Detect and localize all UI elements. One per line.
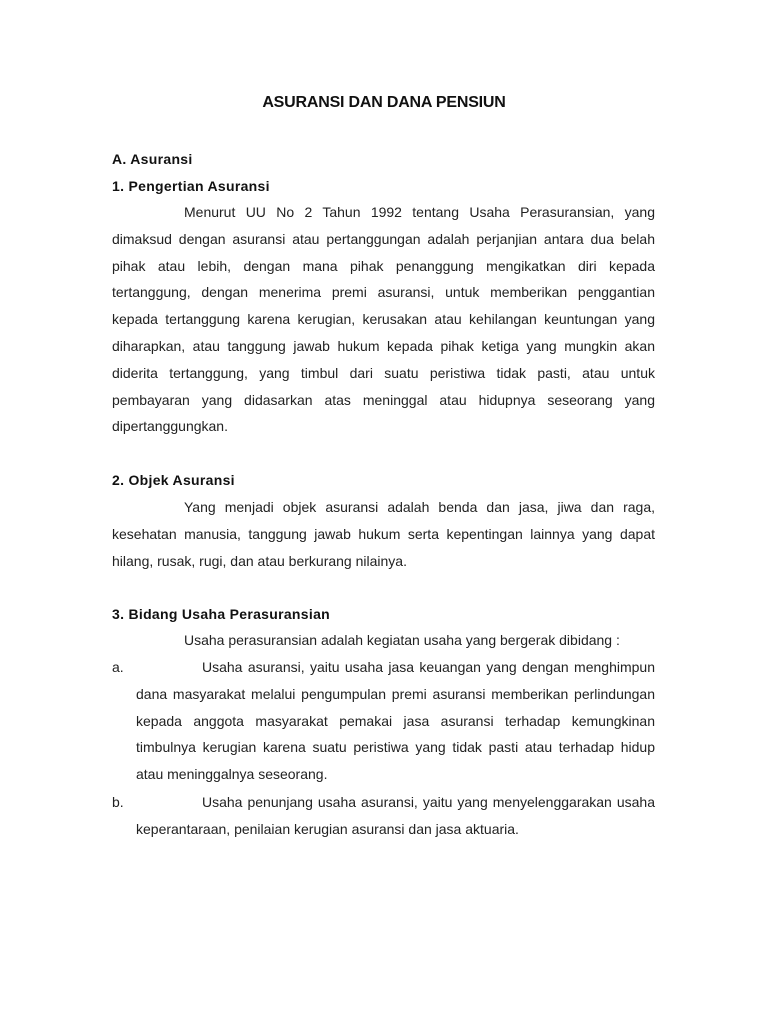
paragraph-pengertian: [112, 199, 655, 440]
paragraph-text: Usaha perasuransian adalah kegiatan usaha yang bergerak dibidang :: [184, 632, 620, 648]
subsection-heading-objek: 2. Objek Asuransi: [112, 472, 235, 488]
subsection-heading-bidang-usaha: 3. Bidang Usaha Perasuransian: [112, 606, 331, 622]
list-item-b: [112, 789, 655, 843]
list-item-text: Usaha penunjang usaha asuransi, yaitu yang menyelenggarakan usaha keperantaraan, penilaian kerugian asuransi dan jasa aktuaria.: [136, 794, 655, 837]
list-item-text: Usaha asuransi, yaitu usaha jasa keuangan yang dengan menghimpun dana masyarakat melalui pengumpulan premi asuransi memberikan perlindungan kepada anggota masyarakat pemakai jasa asuransi terhadap kemungkinan timbulnya kerugian karena suatu peristiwa yang tidak pasti atau terhadap hidup atau meninggalnya seseorang.: [136, 659, 655, 783]
paragraph-objek: [112, 494, 655, 574]
section-heading-asuransi: A. Asuransi: [112, 151, 193, 167]
paragraph-bidang-intro: [112, 627, 655, 654]
document-title: ASURANSI DAN DANA PENSIUN: [262, 94, 506, 111]
list-item-a: [112, 654, 655, 788]
subsection-heading-pengertian: 1. Pengertian Asuransi: [112, 178, 270, 194]
list-marker: b.: [112, 794, 124, 810]
list-marker: a.: [112, 659, 124, 675]
paragraph-text: Yang menjadi objek asuransi adalah benda dan jasa, jiwa dan raga, kesehatan manusia, tanggung jawab hukum serta kepentingan lainnya yang dapat hilang, rusak, rugi, dan atau berkurang nilainya.: [112, 499, 655, 569]
paragraph-text: Menurut UU No 2 Tahun 1992 tentang Usaha Perasuransian, yang dimaksud dengan asuransi atau pertanggungan adalah perjanjian antara dua belah pihak atau lebih, dengan mana pihak penanggung mengikatkan diri kepada tertanggung, dengan menerima premi asuransi, untuk memberikan penggantian kepada tertanggung karena kerugian, kerusakan atau kehilangan keuntungan yang diharapkan, atau tanggung jawab hukum kepada pihak ketiga yang mungkin akan diderita tertanggung, yang timbul dari suatu peristiwa tidak pasti, atau untuk pembayaran yang didasarkan atas meninggal atau hidupnya seseorang yang dipertanggungkan.: [112, 204, 655, 435]
